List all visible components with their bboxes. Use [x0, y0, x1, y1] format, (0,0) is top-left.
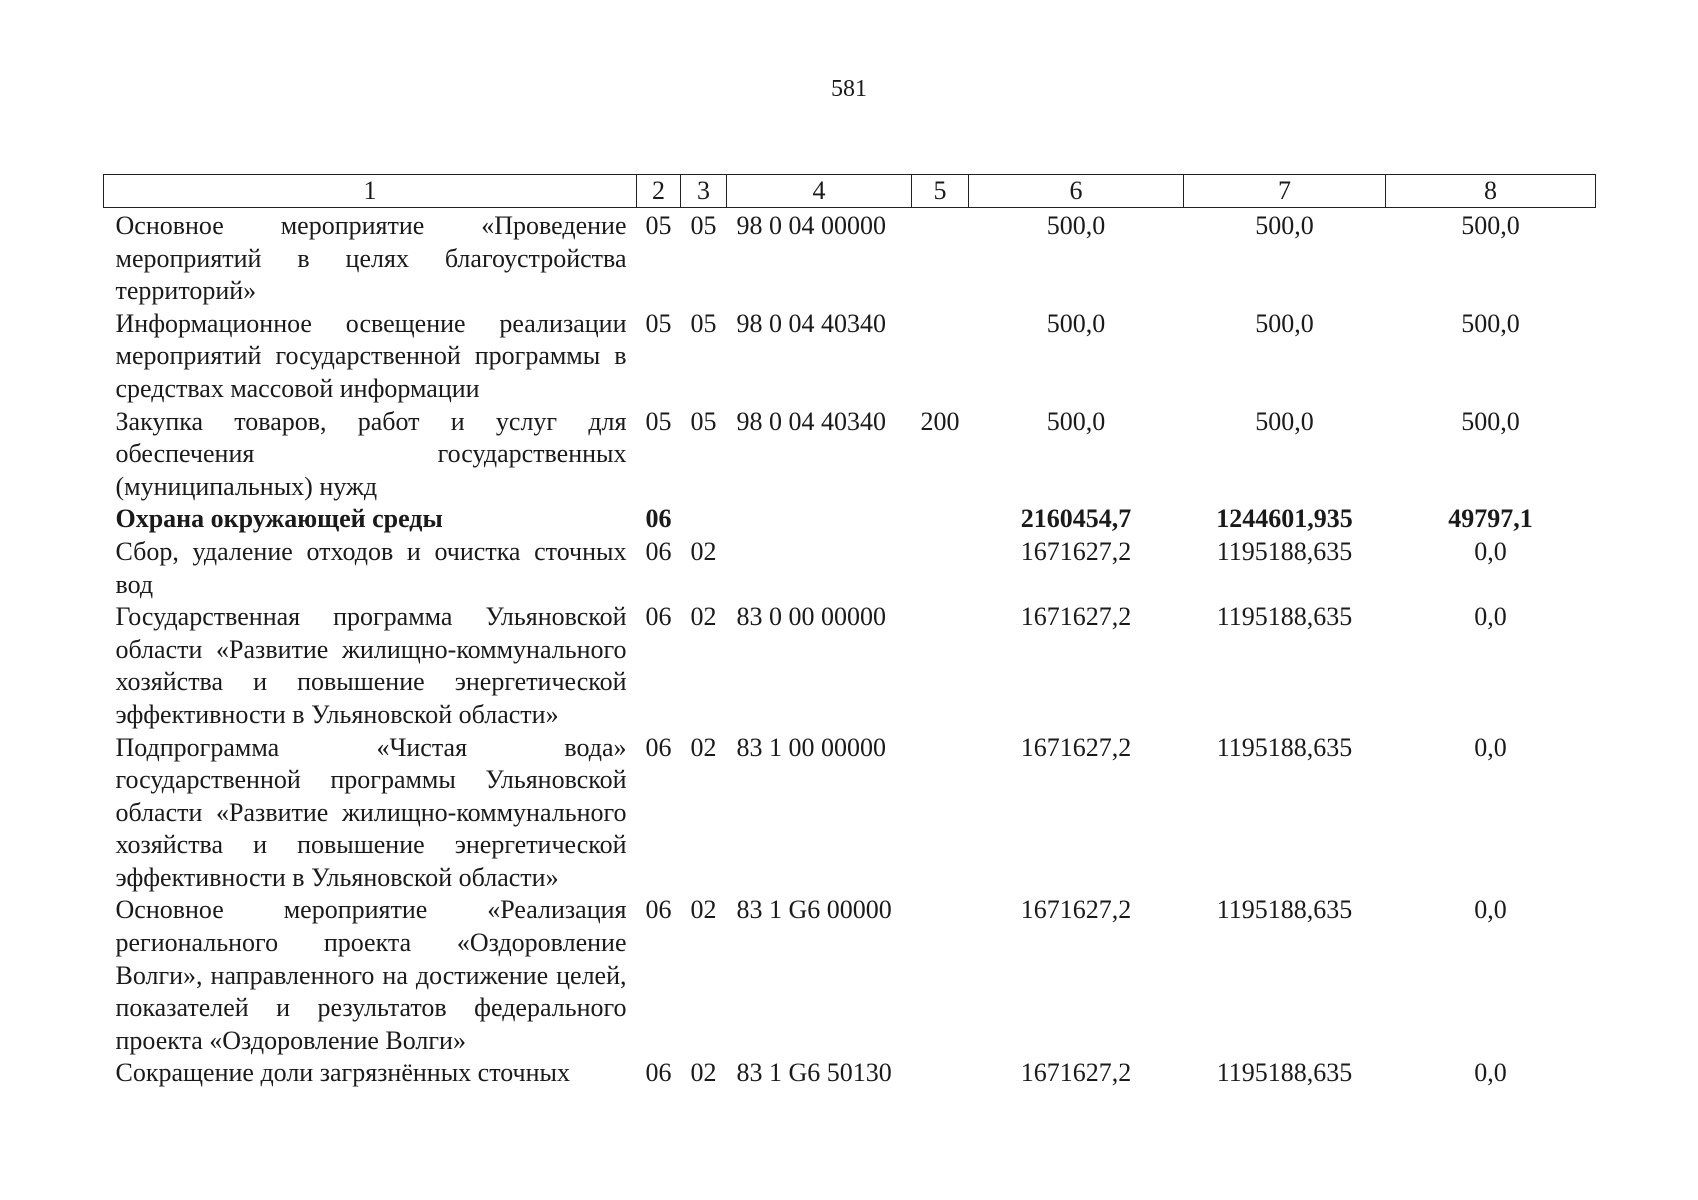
row-section: 05 — [645, 406, 672, 436]
row-section: 06 — [645, 732, 672, 762]
header-col-1: 1 — [104, 175, 637, 208]
table-row — [104, 601, 1596, 731]
row-section: 06 — [645, 504, 672, 534]
row-value-3: 49797,1 — [1448, 504, 1533, 534]
row-value-2: 500,0 — [1255, 308, 1314, 338]
row-subsection: 05 — [690, 308, 717, 338]
row-subsection: 02 — [690, 602, 717, 632]
row-code: 83 0 00 00000 — [736, 602, 886, 632]
row-code — [727, 536, 912, 601]
row-code: 83 1 G6 50130 — [736, 1058, 892, 1088]
header-col-5: 5 — [912, 175, 969, 208]
table-row — [104, 1057, 1596, 1090]
row-subsection: 02 — [690, 732, 717, 762]
row-value-3: 0,0 — [1474, 895, 1507, 925]
row-subsection — [681, 503, 727, 536]
row-value-1: 500,0 — [1046, 211, 1106, 240]
row-name: Государственная программа Ульяновской области «Развитие жилищно-коммунального хозяйства и повышение энергетической эффективности в Ульяновской области» — [115, 602, 627, 729]
row-value-3: 500,0 — [1461, 211, 1520, 240]
row-section: 06 — [645, 602, 672, 632]
row-code: 98 0 04 00000 — [736, 211, 886, 240]
budget-table — [103, 174, 1596, 1090]
row-name: Подпрограмма «Чистая вода» государственной программы Ульяновской области «Развитие жилищно-коммунального хозяйства и повышение энергетической эффективности в Ульяновской области» — [115, 732, 627, 892]
row-value-2: 1195188,635 — [1216, 536, 1353, 566]
row-name: Охрана окружающей среды — [115, 504, 443, 534]
row-name: Сокращение доли загрязнённых сточных — [115, 1058, 571, 1088]
row-code: 83 1 00 00000 — [736, 732, 886, 762]
row-type — [912, 503, 969, 536]
row-value-2: 1244601,935 — [1216, 504, 1353, 534]
table-row — [104, 308, 1596, 406]
row-subsection: 05 — [690, 211, 717, 240]
row-section: 06 — [645, 536, 672, 566]
row-value-3: 500,0 — [1461, 406, 1520, 436]
row-value-2: 1195188,635 — [1216, 602, 1353, 632]
table-row — [104, 536, 1596, 601]
table-row — [104, 406, 1596, 504]
row-section: 06 — [645, 895, 672, 925]
row-subsection: 05 — [690, 406, 717, 436]
table-row — [104, 208, 1596, 308]
row-value-1: 1671627,2 — [1020, 732, 1132, 762]
row-section: 06 — [645, 1058, 672, 1088]
row-value-1: 1671627,2 — [1020, 536, 1132, 566]
header-col-8: 8 — [1386, 175, 1596, 208]
row-code: 98 0 04 40340 — [736, 308, 886, 338]
table-row — [104, 732, 1596, 895]
row-value-2: 1195188,635 — [1216, 732, 1353, 762]
row-value-1: 1671627,2 — [1020, 1058, 1132, 1088]
row-value-2: 1195188,635 — [1216, 895, 1353, 925]
row-value-1: 1671627,2 — [1020, 602, 1132, 632]
row-type — [912, 894, 969, 1057]
row-code — [727, 503, 912, 536]
row-value-2: 500,0 — [1255, 406, 1314, 436]
row-section: 05 — [645, 308, 672, 338]
table-row-section-total — [104, 503, 1596, 536]
row-type: 200 — [920, 406, 960, 436]
row-type — [912, 308, 969, 406]
header-col-4: 4 — [727, 175, 912, 208]
row-code: 98 0 04 40340 — [736, 406, 886, 436]
row-name: Основное мероприятие «Реализация регионального проекта «Оздоровление Волги», направленного на достижение целей, показателей и результатов федерального проекта «Оздоровление Волги» — [115, 895, 627, 1055]
header-col-2: 2 — [637, 175, 681, 208]
header-row — [104, 175, 1596, 208]
row-name: Информационное освещение реализации мероприятий государственной программы в средствах массовой информации — [115, 308, 627, 403]
row-value-3: 500,0 — [1461, 308, 1520, 338]
row-type — [912, 732, 969, 895]
row-value-2: 1195188,635 — [1216, 1058, 1353, 1088]
row-subsection: 02 — [690, 895, 717, 925]
row-section: 05 — [645, 211, 672, 240]
row-value-1: 500,0 — [1046, 406, 1106, 436]
header-col-6: 6 — [969, 175, 1184, 208]
row-type — [912, 536, 969, 601]
table-row — [104, 894, 1596, 1057]
page-number: 581 — [831, 76, 867, 102]
row-subsection: 02 — [690, 536, 717, 566]
row-type — [912, 1057, 969, 1090]
header-col-3: 3 — [681, 175, 727, 208]
row-value-3: 0,0 — [1474, 602, 1507, 632]
row-value-1: 1671627,2 — [1020, 895, 1132, 925]
row-type — [912, 208, 969, 308]
row-value-3: 0,0 — [1474, 1058, 1507, 1088]
row-name: Сбор, удаление отходов и очистка сточных вод — [115, 536, 627, 599]
row-type — [912, 601, 969, 731]
row-subsection: 02 — [690, 1058, 717, 1088]
header-col-7: 7 — [1184, 175, 1386, 208]
row-value-1: 2160454,7 — [1020, 504, 1132, 534]
row-name: Закупка товаров, работ и услуг для обеспечения государственных (муниципальных) нужд — [115, 406, 627, 501]
row-code: 83 1 G6 00000 — [736, 895, 892, 925]
row-value-3: 0,0 — [1474, 536, 1507, 566]
row-name: Основное мероприятие «Проведение мероприятий в целях благоустройства территорий» — [115, 211, 627, 306]
row-value-3: 0,0 — [1474, 732, 1507, 762]
row-value-2: 500,0 — [1255, 211, 1314, 240]
row-value-1: 500,0 — [1046, 308, 1106, 338]
